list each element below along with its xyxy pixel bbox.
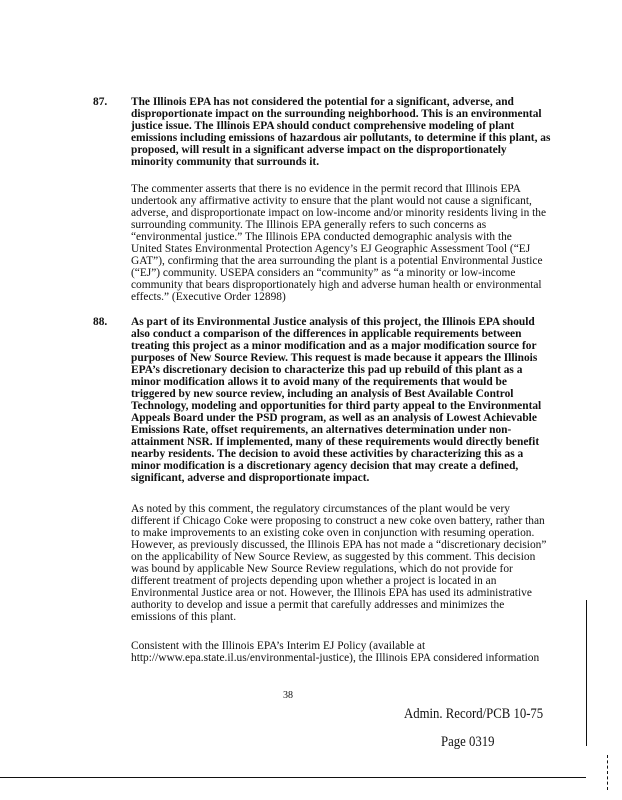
- text-line: community that bears disproportionately high and adverse human health or environmental: [131, 279, 542, 291]
- text-line: justice issue. The Illinois EPA should conduct comprehensive modeling of plant: [131, 120, 515, 132]
- text-line: As part of its Environmental Justice analysis of this project, the Illinois EPA should: [131, 316, 535, 328]
- text-line: significant, adverse and disproportionate impact.: [131, 472, 370, 484]
- text-line: http://www.epa.state.il.us/environmental-justice), the Illinois EPA considered information: [131, 652, 540, 664]
- text-line: treating this project as a minor modification and as a major modification source for: [131, 340, 537, 352]
- text-line: authority to develop and issue a permit that carefully addresses and minimizes the: [131, 599, 505, 611]
- text-line: Appeals Board under the PSD program, as well as an analysis of Lowest Achievable: [131, 412, 537, 424]
- bates-page-stamp: Page 0319: [441, 734, 495, 750]
- text-line: purposes of New Source Review. This request is made because it appears the Illinois: [131, 352, 538, 364]
- admin-record-stamp: Admin. Record/PCB 10-75: [404, 706, 544, 722]
- text-line: undertook any affirmative activity to ensure that the plant would not cause a significant,: [131, 195, 532, 207]
- text-line: minor modification is a discretionary agency decision that may create a defined,: [131, 460, 519, 472]
- horizontal-rule: [0, 777, 586, 778]
- paragraph-number: 87.: [93, 96, 108, 108]
- text-line: was bound by applicable New Source Review regulations, which do not provide for: [131, 563, 513, 575]
- text-line: to make improvements to an existing coke oven in conjunction with resuming operation.: [131, 527, 535, 539]
- text-line: effects.” (Executive Order 12898): [131, 291, 286, 303]
- text-line: also conduct a comparison of the differences in applicable requirements between: [131, 328, 522, 340]
- text-line: Technology, modeling and opportunities for third party appeal to the Environmental: [131, 400, 542, 412]
- scan-edge-mark: [607, 755, 609, 790]
- text-line: on the applicability of New Source Review, as suggested by this comment. This decision: [131, 551, 536, 563]
- text-line: The commenter asserts that there is no evidence in the permit record that Illinois EPA: [131, 183, 521, 195]
- text-line: United States Environmental Protection Agency’s EJ Geographic Assessment Tool (“EJ: [131, 243, 531, 255]
- text-line: nearby residents. The decision to avoid these activities by characterizing this as a: [131, 448, 524, 460]
- text-line: “environmental justice.” The Illinois EPA conducted demographic analysis with the: [131, 231, 512, 243]
- text-line: minority community that surrounds it.: [131, 156, 320, 168]
- text-line: GAT”), confirming that the area surrounding the plant is a potential Environmental Justice: [131, 255, 543, 267]
- text-line: Emissions Rate, offset requirements, an alternatives determination under non-: [131, 424, 512, 436]
- response-paragraph: [131, 640, 571, 664]
- text-line: However, as previously discussed, the Illinois EPA has not made a “discretionary decision”: [131, 539, 547, 551]
- text-line: surrounding community. The Illinois EPA generally refers to such concerns as: [131, 219, 487, 231]
- text-line: attainment NSR. If implemented, many of these requirements would directly benefit: [131, 436, 540, 448]
- vertical-rule: [586, 600, 587, 746]
- text-line: (“EJ”) community. USEPA considers an “community” as “a minority or low-income: [131, 267, 516, 279]
- text-line: disproportionate impact on the surrounding neighborhood. This is an environmental: [131, 108, 542, 120]
- text-line: emissions including emissions of hazardous air pollutants, to determine if this plant, as: [131, 132, 551, 144]
- text-line: triggered by new source review, including an analysis of Best Available Control: [131, 388, 514, 400]
- text-line: EPA’s discretionary decision to characterize this pad up rebuild of this plant as a: [131, 364, 523, 376]
- text-line: emissions of this plant.: [131, 611, 237, 623]
- text-line: proposed, will result in a significant adverse impact on the disproportionately: [131, 144, 507, 156]
- page-number: 38: [283, 690, 293, 701]
- response-paragraph: [131, 183, 571, 303]
- response-paragraph: [131, 503, 571, 623]
- text-line: minor modification allows it to avoid many of the requirements that would be: [131, 376, 507, 388]
- text-line: As noted by this comment, the regulatory circumstances of the plant would be very: [131, 503, 510, 515]
- comment-paragraph: [131, 316, 571, 484]
- text-line: The Illinois EPA has not considered the potential for a significant, adverse, and: [131, 96, 514, 108]
- paragraph-number: 88.: [93, 316, 108, 328]
- text-line: different if Chicago Coke were proposing to construct a new coke oven battery, rather than: [131, 515, 545, 527]
- text-line: different treatment of projects depending upon whether a project is located in an: [131, 575, 497, 587]
- text-line: Consistent with the Illinois EPA’s Interim EJ Policy (available at: [131, 640, 426, 652]
- text-line: adverse, and disproportionate impact on low-income and/or minority residents living in the: [131, 207, 547, 219]
- text-line: Environmental Justice area or not. However, the Illinois EPA has used its administrative: [131, 587, 532, 599]
- comment-paragraph: [131, 96, 571, 168]
